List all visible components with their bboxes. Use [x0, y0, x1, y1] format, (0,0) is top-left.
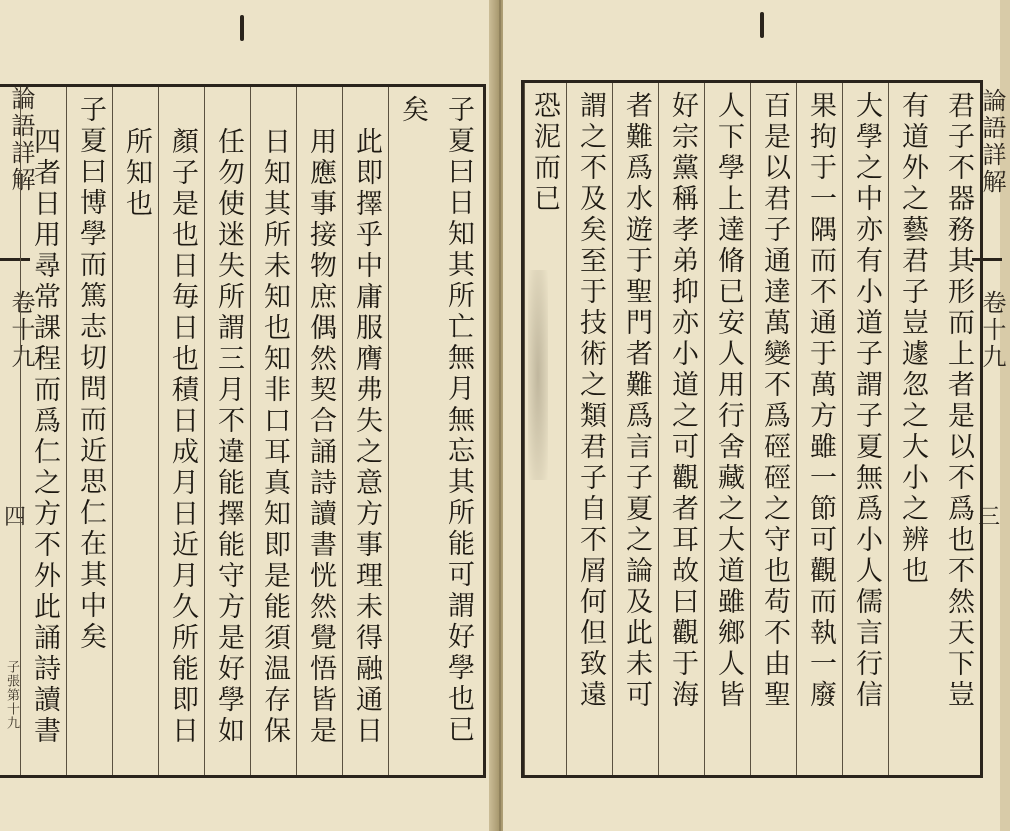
text-column: 者難爲水遊于聖門者難爲言子夏之論及此未可: [612, 83, 658, 775]
right-header-title: 論語詳解: [978, 88, 1006, 196]
left-footer: 子張第十九: [4, 660, 19, 730]
right-chapter: 卷十九: [978, 290, 1006, 371]
text-column: 矣: [388, 87, 434, 775]
text-column: 果拘于一隅而不通于萬方雖一節可觀而執一廢: [796, 83, 842, 775]
right-text-frame: [521, 80, 983, 778]
text-column: 任勿使迷失所謂三月不違能擇能守方是好學如: [204, 87, 250, 775]
left-header-title: 論語詳解: [7, 86, 35, 194]
text-column: 君子不器務其形而上者是以不爲也不然天下豈: [943, 91, 974, 711]
text-column: 大學之中亦有小道子謂子夏無爲小人儒言行信: [842, 83, 888, 775]
text-column: 好宗黨稱孝弟抑亦小道之可觀者耳故曰觀于海: [658, 83, 704, 775]
text-column: 有道外之藝君子豈遽忽之大小之辨也: [888, 83, 934, 775]
left-chapter: 卷十九: [7, 290, 35, 371]
text-column: 四者日用尋常課程而爲仁之方不外此誦詩讀書: [20, 87, 66, 775]
text-column: 日知其所未知也知非口耳真知即是能須温存保: [250, 87, 296, 775]
left-text-frame: [0, 84, 486, 778]
text-column: 顏子是也日毎日也積日成月日近月久所能即日: [158, 87, 204, 775]
text-column: 人下學上達脩已安人用行舍藏之大道雖鄉人皆: [704, 83, 750, 775]
ink-mark: [760, 12, 764, 38]
ink-mark: [240, 15, 244, 41]
left-page: [0, 0, 497, 831]
text-column: 謂之不及矣至于技術之類君子自不屑何但致遠: [566, 83, 612, 775]
text-column: 所知也: [112, 87, 158, 775]
text-column: 子夏曰日知其所亡無月無忘其所能可謂好學也已: [443, 95, 474, 746]
text-column: 子夏曰博學而篤志切問而近思仁在其中矣: [66, 87, 112, 775]
right-leaf-number: 三: [978, 505, 1001, 530]
text-column: 此即擇乎中庸服膺弗失之意方事理未得融通日: [342, 87, 388, 775]
text-column: 百是以君子通達萬變不爲硜硜之守也苟不由聖: [750, 83, 796, 775]
right-page: [503, 0, 1000, 831]
left-leaf-number: 四: [4, 505, 27, 530]
text-column: 恐泥而已: [524, 83, 566, 775]
fishtail-mark: [972, 258, 1002, 281]
text-column: 用應事接物庶偶然契合誦詩讀書恍然覺悟皆是: [296, 87, 342, 775]
